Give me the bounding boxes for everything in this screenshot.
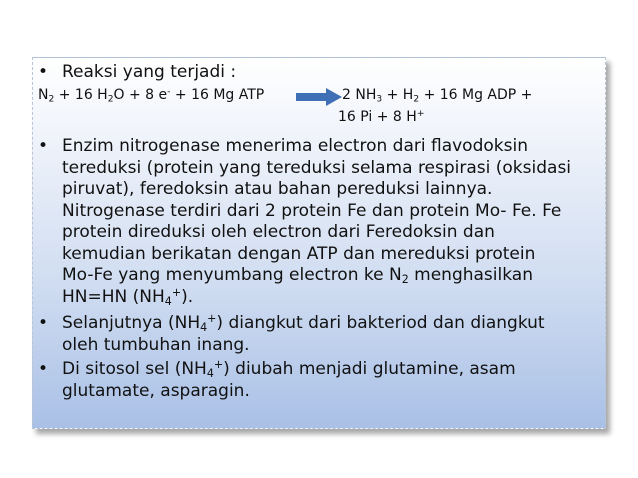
equation-products-line2: 16 Pi + 8 H+: [338, 109, 425, 125]
bullet-marker: •: [38, 313, 49, 333]
bullet-marker: •: [38, 62, 49, 82]
bullet-reaksi-text: Reaksi yang terjadi :: [62, 62, 237, 82]
bullet-selanjutnya: Selanjutnya $(NH_4^+)$ diangkut dari bakteriod dan diangkut oleh tumbuhan inang.: [62, 311, 545, 355]
equation-products: 2 $NH_3 + H_2 + 16$ Mg ADP +: [342, 87, 533, 105]
bullet-sitosol: Di sitosol sel $(NH_4^+)$ diubah menjadi glutamine, asam glutamate, asparagin.: [62, 357, 516, 401]
bullet-marker: •: [38, 359, 49, 379]
bullet-marker: •: [38, 136, 49, 156]
bullet-reaksi: [62, 62, 602, 84]
equation-reactants: $N_2 + 16$ $H_2O + 8$ e- + 16 Mg ATP: [38, 87, 265, 105]
bullet-enzim: Enzim nitrogenase menerima electron dari flavodoksin tereduksi (protein yang tereduksi selama respirasi (oksidasi piruvat), feredoksin atau bahan pereduksi lainnya. Nitrogenase terdiri dari 2 protein Fe dan protein Mo- Fe. Fe protein direduksi oleh electron dari Feredoksin dan kemudian berikatan dengan ATP dan mereduksi protein Mo-Fe yang menyumbang electron ke $N_2$ menghasilkan HN=HN $(NH_4^+)$.: [62, 136, 572, 308]
reaction-arrow-icon: [296, 88, 342, 106]
